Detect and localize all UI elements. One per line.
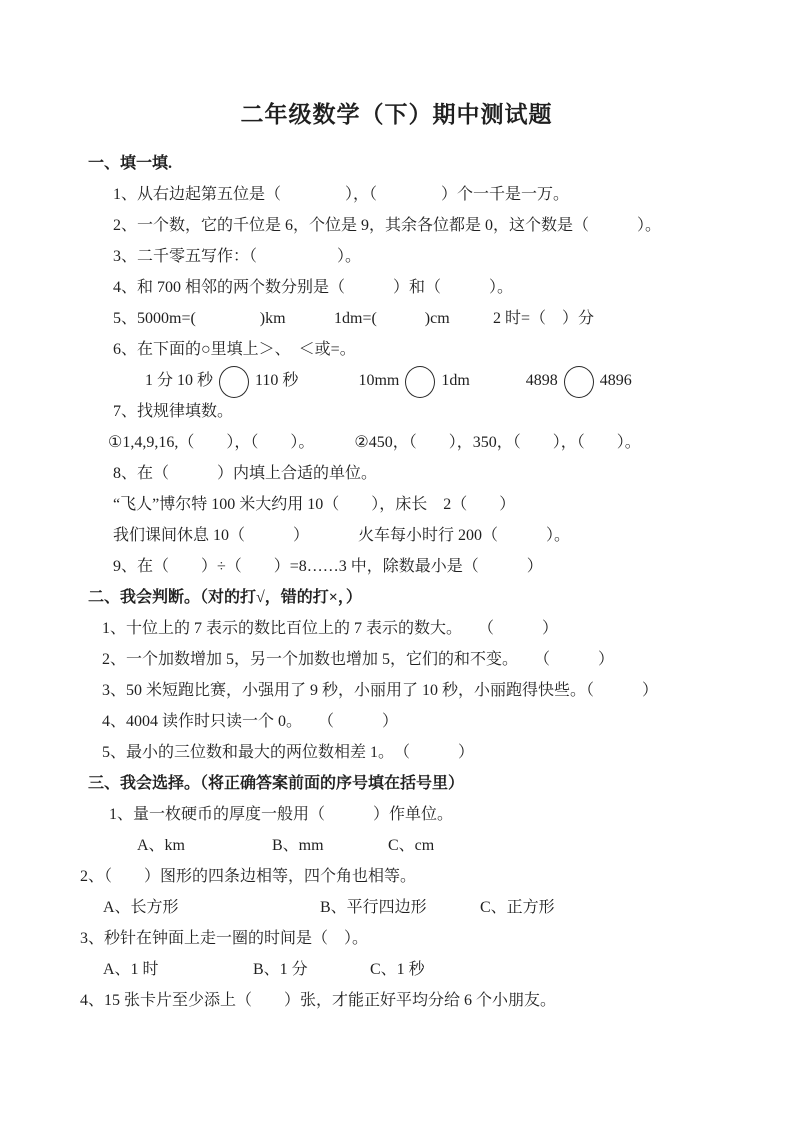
comparison-circle [564, 366, 594, 398]
s3-q1-options [80, 830, 753, 861]
s3-q3-option-c: C、1 秒 [370, 961, 425, 978]
s3-q2: 2、（ ）图形的四条边相等，四个角也相等。 [80, 868, 417, 885]
compare-1-left: 1 分 10 秒 [145, 372, 214, 389]
s3-q1: 1、量一枚硬币的厚度一般用（ ）作单位。 [109, 806, 454, 823]
compare-1-right: 110 秒 [255, 372, 299, 389]
s2-q2: 2、一个加数增加 5，另一个加数也增加 5，它们的和不变。 （ ） [102, 651, 615, 668]
s2-q4: 4、4004 读作时只读一个 0。 （ ） [102, 713, 399, 730]
s1-q3: 3、二千零五写作：（ ）。 [113, 248, 362, 265]
page-title: 二年级数学（下）期中测试题 [240, 102, 553, 127]
s2-q1: 1、十位上的 7 表示的数比百位上的 7 表示的数大。 （ ） [102, 620, 559, 637]
compare-2-right: 1dm [441, 372, 470, 389]
s1-q5-part1: 5、5000m=( )km [113, 310, 286, 327]
s3-q3: 3、秒针在钟面上走一圈的时间是（ ）。 [80, 930, 369, 947]
s1-q8-line2 [80, 520, 753, 551]
section2-heading: 二、我会判断。（对的打√，错的打×，） [88, 589, 362, 606]
compare-2-left: 10mm [358, 372, 400, 389]
s3-q2-option-c: C、正方形 [480, 899, 555, 916]
s1-q8-line1: “飞人”博尔特 100 米大约用 10（ ），床长 2（ ） [113, 496, 516, 513]
s3-q1-option-c: C、cm [388, 837, 435, 854]
compare-3-left: 4898 [525, 372, 558, 389]
s1-q8-line2-part1: 我们课间休息 10（ ） [113, 527, 310, 544]
s1-q1: 1、从右边起第五位是（ ），（ ）个一千是一万。 [113, 186, 570, 203]
comparison-circle [219, 366, 249, 398]
s1-q9: 9、在（ ）÷（ ）=8……3 中，除数最小是（ ） [113, 558, 543, 575]
comparison-circle [405, 366, 435, 398]
s1-q2: 2、一个数，它的千位是 6，个位是 9，其余各位都是 0，这个数是（ ）。 [113, 217, 662, 234]
s2-q3: 3、50 米短跑比赛，小强用了 9 秒，小丽用了 10 秒，小丽跑得快些。（ ） [102, 682, 659, 699]
s1-q8: 8、在（ ）内填上合适的单位。 [113, 465, 378, 482]
s2-q5: 5、最小的三位数和最大的两位数相差 1。 （ ） [102, 744, 475, 761]
s1-q5-part2: 1dm=( )cm [334, 310, 450, 327]
s3-q4: 4、15 张卡片至少添上（ ）张，才能正好平均分给 6 个小朋友。 [80, 992, 557, 1009]
s1-q6: 6、在下面的○里填上＞、 ＜或=。 [113, 341, 356, 358]
s1-q5-part3: 2 时=（ ）分 [493, 310, 595, 327]
compare-group-2 [358, 372, 469, 389]
s3-q2-option-b: B、平行四边形 [320, 899, 427, 916]
s1-q7: 7、找规律填数。 [113, 403, 234, 420]
s3-q3-options [80, 954, 753, 985]
s3-q3-option-a: A、1 时 [103, 961, 159, 978]
s1-q5 [80, 303, 753, 334]
s3-q2-option-a: A、长方形 [103, 899, 179, 916]
section3-heading: 三、我会选择。（将正确答案前面的序号填在括号里） [88, 775, 465, 792]
s3-q1-option-b: B、mm [272, 837, 324, 854]
compare-3-right: 4896 [599, 372, 632, 389]
compare-group-3 [526, 372, 632, 389]
s1-q8-line2-part2: 火车每小时行 200（ ）。 [358, 527, 571, 544]
s1-q6-compare-row [80, 365, 753, 396]
section1-heading: 一、填一填. [88, 155, 173, 172]
compare-group-1 [145, 372, 298, 389]
s3-q1-option-a: A、km [137, 837, 186, 854]
s3-q3-option-b: B、1 分 [253, 961, 308, 978]
s1-q7-sub: ①1,4,9,16,（ ），（ ）。 ②450，（ ），350，（ ），（ ）。 [108, 434, 641, 451]
s1-q4: 4、和 700 相邻的两个数分别是（ ）和（ ）。 [113, 279, 514, 296]
s3-q2-options [80, 892, 753, 923]
